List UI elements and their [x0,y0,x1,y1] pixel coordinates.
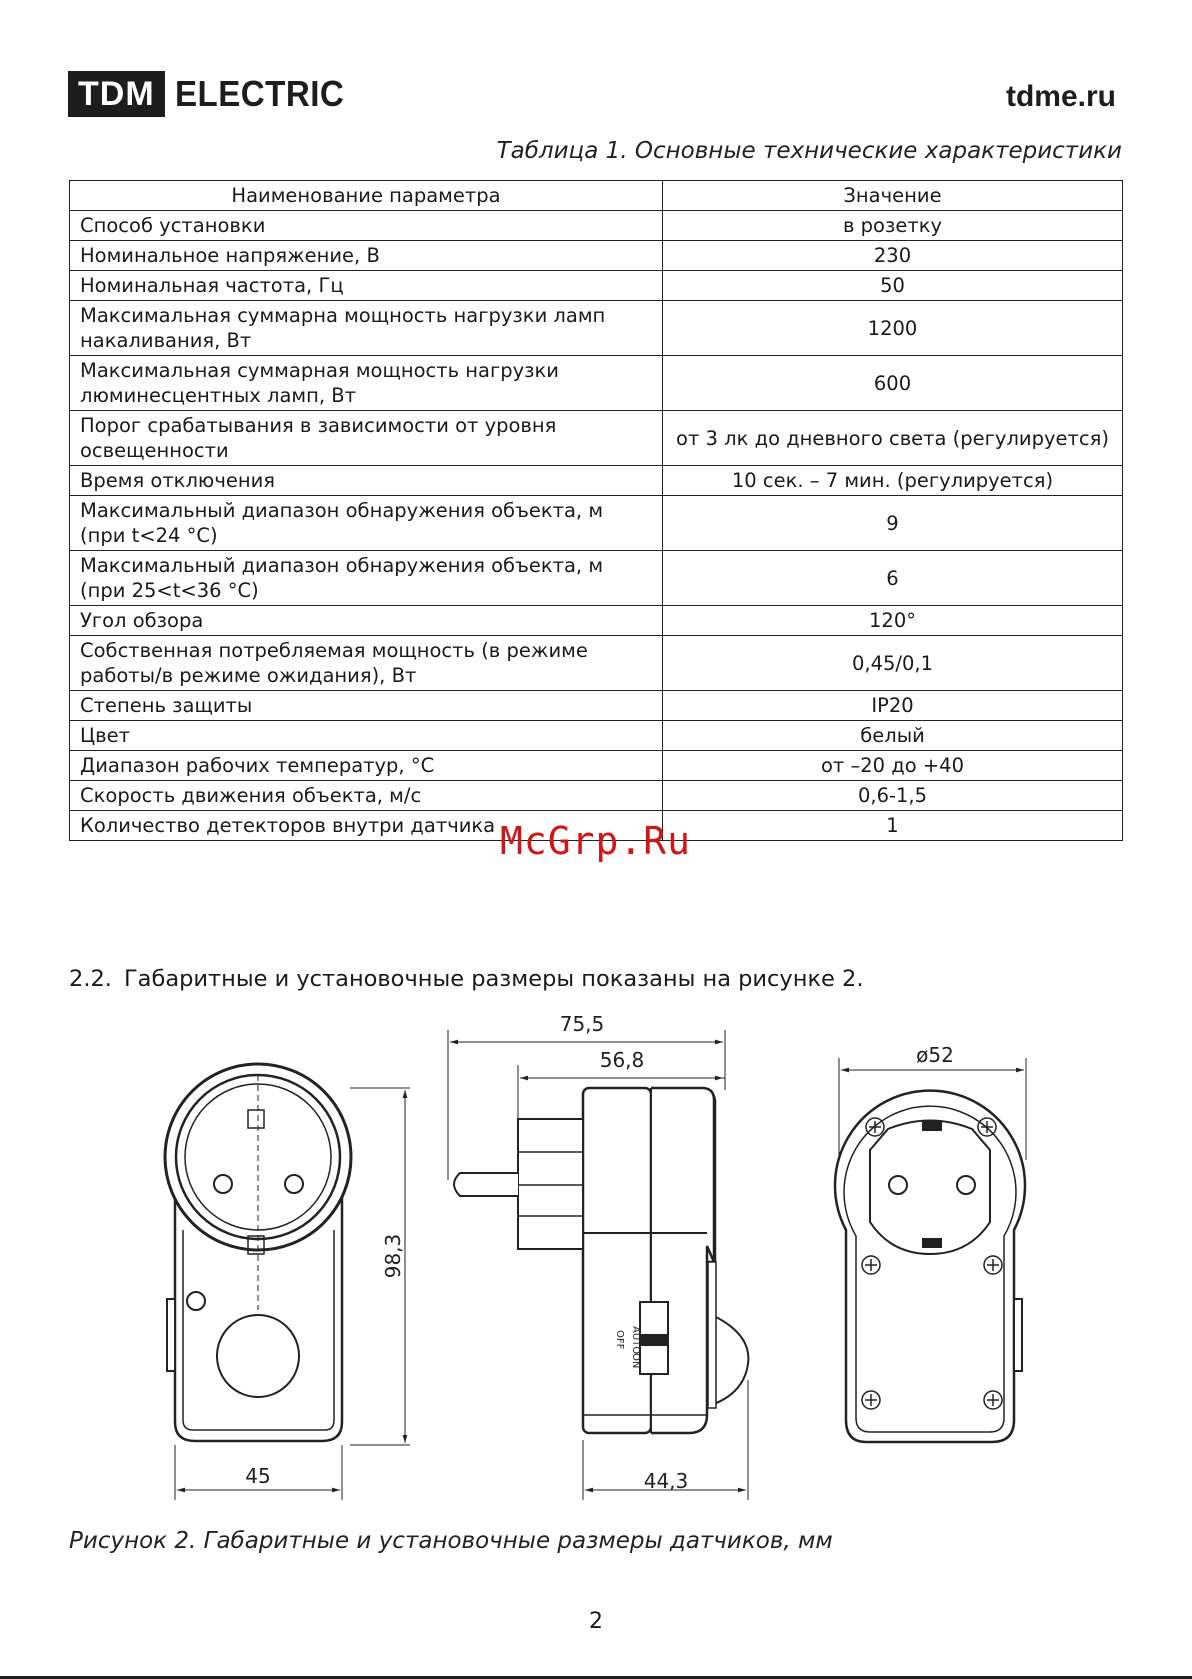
switch-label-on: ON [630,1353,641,1369]
value-cell: IP20 [663,691,1123,721]
param-cell: Цвет [70,721,663,751]
param-cell: Максимальный диапазон обнаружения объекта, м (при 25<t<36 °C) [70,551,663,606]
param-cell: Диапазон рабочих температур, °C [70,751,663,781]
switch-label-auto: AUTO [630,1326,641,1355]
param-cell: Количество детекторов внутри датчика [70,811,663,841]
value-cell: 120° [663,606,1123,636]
value-cell: 0,45/0,1 [663,636,1123,691]
dim-side-depth-label: 44,3 [643,1469,689,1493]
param-cell: Максимальный диапазон обнаружения объекта, м (при t<24 °C) [70,496,663,551]
value-cell: 0,6-1,5 [663,781,1123,811]
value-cell: 600 [663,356,1123,411]
param-cell: Способ установки [70,211,663,241]
param-cell: Максимальная суммарная мощность нагрузки люминесцентных ламп, Вт [70,356,663,411]
table-caption: Таблица 1. Основные технические характеристики [496,138,1122,164]
param-cell: Номинальное напряжение, В [70,241,663,271]
dim-back-diameter-label: ø52 [916,1043,954,1067]
param-cell: Собственная потребляемая мощность (в режиме работы/в режиме ожидания), Вт [70,636,663,691]
param-cell: Порог срабатывания в зависимости от уровня освещенности [70,411,663,466]
dim-front-width-label: 45 [245,1464,271,1488]
section-text: Габаритные и установочные размеры показаны на рисунке 2. [123,966,864,992]
logo-text: ELECTRIC [174,73,344,114]
header-cell-value: Значение [663,181,1123,211]
value-cell: 230 [663,241,1123,271]
site-url[interactable]: tdme.ru [1005,80,1116,113]
logo-box: TDM [68,71,165,117]
value-cell: 9 [663,496,1123,551]
back-view [835,1091,1025,1442]
value-cell: от –20 до +40 [663,751,1123,781]
dim-height-label: 98,3 [381,1233,405,1279]
param-cell: Максимальная суммарна мощность нагрузки ламп накаливания, Вт [70,301,663,356]
watermark: McGrp.Ru [500,819,692,863]
param-cell: Угол обзора [70,606,663,636]
value-cell: 1 [663,811,1123,841]
figure-caption: Рисунок 2. Габаритные и установочные размеры датчиков, мм [69,1528,833,1554]
value-cell: от 3 лк до дневного света (регулируется) [663,411,1123,466]
value-cell: 50 [663,271,1123,301]
param-cell: Степень защиты [70,691,663,721]
param-cell: Номинальная частота, Гц [70,271,663,301]
switch-label-off: OFF [614,1330,625,1350]
value-cell: 10 сек. – 7 мин. (регулируется) [663,466,1123,496]
page-number: 2 [589,1609,603,1634]
front-view [165,1064,351,1441]
value-cell: в розетку [663,211,1123,241]
value-cell: белый [663,721,1123,751]
value-cell: 6 [663,551,1123,606]
section-number: 2.2. [69,966,112,992]
side-view [454,1088,748,1433]
header-cell-param: Наименование параметра [70,181,663,211]
dim-total-length-label: 75,5 [559,1012,605,1036]
value-cell: 1200 [663,301,1123,356]
param-cell: Время отключения [70,466,663,496]
param-cell: Скорость движения объекта, м/с [70,781,663,811]
dim-body-length-label: 56,8 [599,1048,645,1072]
